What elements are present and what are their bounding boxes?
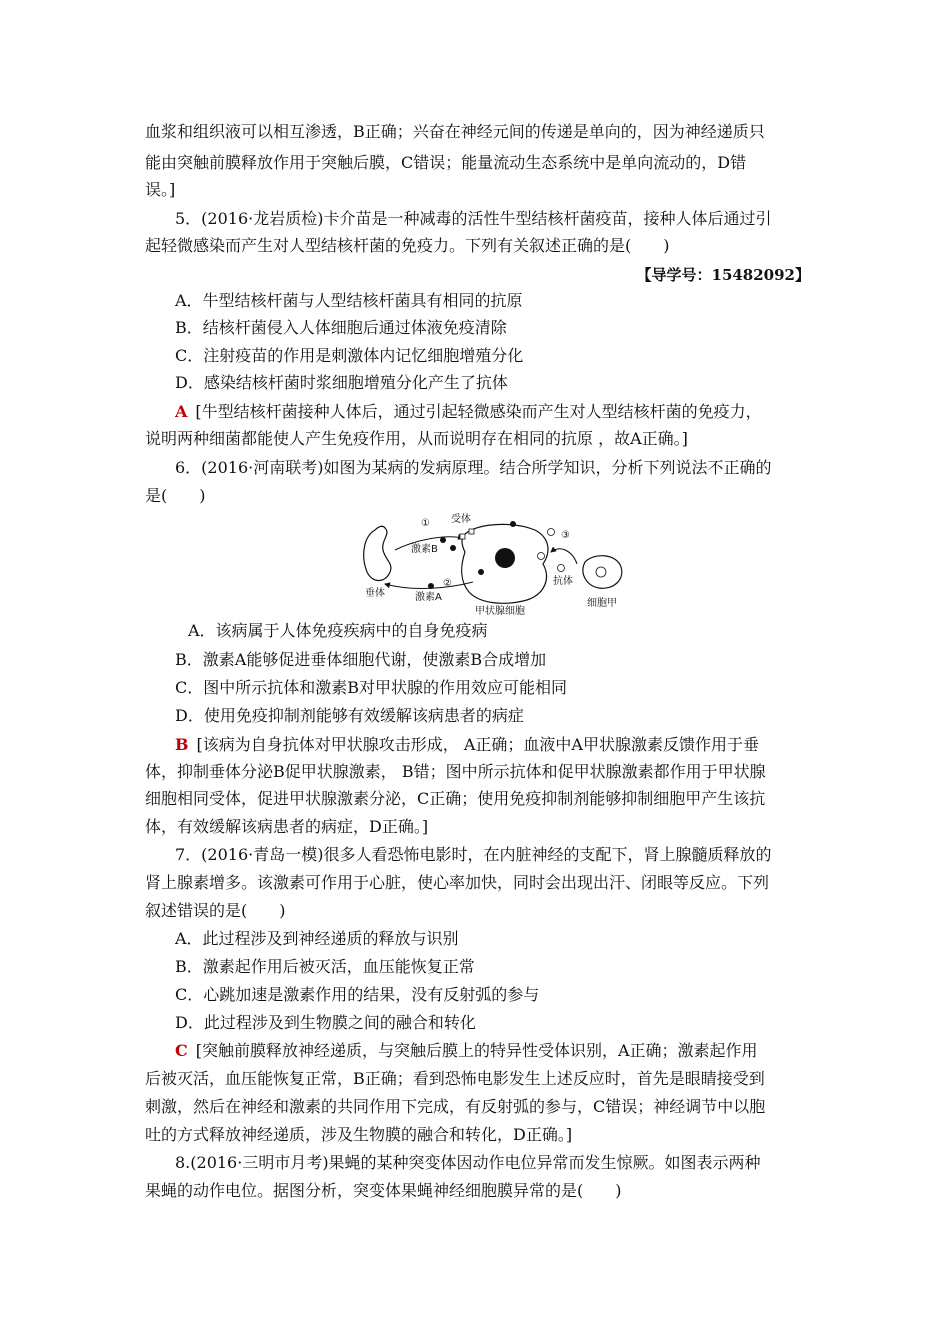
hormone-b-dot bbox=[450, 545, 456, 551]
text-line: 能由突触前膜释放作用于突触后膜，C错误；能量流动生态系统中是单向流动的，D错 bbox=[145, 153, 747, 172]
nucleus bbox=[495, 548, 515, 568]
answer-letter: C bbox=[175, 1041, 188, 1060]
explain-text: 说明两种细菌都能使人产生免疫作用，从而说明存在相同的抗原 ，故A正确。] bbox=[145, 429, 688, 448]
antibody-marker bbox=[538, 553, 545, 560]
question-8-stem: 果蝇的动作电位。据图分析，突变体果蝇神经细胞膜异常的是( ) bbox=[145, 1181, 622, 1200]
explain-text: 细胞相同受体，促进甲状腺激素分泌，C正确；使用免疫抑制剂能够抑制细胞甲产生该抗 bbox=[145, 789, 766, 808]
explain-text: 吐的方式释放神经递质，涉及生物膜的融合和转化，D正确。] bbox=[145, 1125, 573, 1144]
label-circle-3: ③ bbox=[561, 530, 570, 541]
label-circle-1: ① bbox=[421, 518, 430, 529]
option-b: B．激素A能够促进垂体细胞代谢，使激素B合成增加 bbox=[175, 650, 547, 669]
label-receptor: 受体 bbox=[451, 514, 471, 525]
label-antibody: 抗体 bbox=[553, 576, 573, 587]
explain-text: [突触前膜释放神经递质，与突触后膜上的特异性受体识别，A正确；激素起作用 bbox=[195, 1041, 758, 1060]
option-b: B．结核杆菌侵入人体细胞后通过体液免疫清除 bbox=[175, 318, 507, 337]
text-line: 血浆和组织液可以相互渗透，B正确；兴奋在神经元间的传递是单向的，因为神经递质只 bbox=[145, 122, 765, 141]
option-a: A．牛型结核杆菌与人型结核杆菌具有相同的抗原 bbox=[175, 291, 523, 310]
explain-text: 后被灭活，血压能恢复正常，B正确；看到恐怖电影发生上述反应时，首先是眼睛接受到 bbox=[145, 1069, 765, 1088]
hormone-a-dot bbox=[478, 569, 484, 575]
question-5-stem: 5．(2016·龙岩质检)卡介苗是一种减毒的活性牛型结核杆菌疫苗，接种人体后通过引 bbox=[175, 209, 772, 228]
answer-explanation bbox=[175, 735, 810, 755]
option-d: D．此过程涉及到生物膜之间的融合和转化 bbox=[175, 1013, 476, 1032]
label-circle-2: ② bbox=[443, 578, 452, 589]
option-d: D．感染结核杆菌时浆细胞增殖分化产生了抗体 bbox=[175, 373, 508, 392]
cell-a-nucleus bbox=[596, 567, 606, 577]
explain-text: [该病为自身抗体对甲状腺攻击形成， A正确；血液中A甲状腺激素反馈作用于垂 bbox=[196, 735, 759, 754]
text-line: 误。] bbox=[145, 180, 176, 199]
question-6-stem: 是( ) bbox=[145, 486, 206, 505]
explain-text: [牛型结核杆菌接种人体后，通过引起轻微感染而产生对人型结核杆菌的免疫力， bbox=[195, 402, 762, 421]
option-c: C．心跳加速是激素作用的结果，没有反射弧的参与 bbox=[175, 985, 540, 1004]
option-c: C．注射疫苗的作用是刺激体内记忆细胞增殖分化 bbox=[175, 346, 524, 365]
question-7-stem: 7．(2016·青岛一模)很多人看恐怖电影时，在内脏神经的支配下，肾上腺髓质释放的 bbox=[175, 845, 772, 864]
question-7-stem: 叙述错误的是( ) bbox=[145, 901, 286, 920]
guide-number: 【导学号：15482092】 bbox=[636, 266, 810, 284]
antibody-marker bbox=[558, 565, 565, 572]
antibody-marker bbox=[548, 529, 555, 536]
disease-mechanism-diagram bbox=[355, 512, 630, 617]
label-hormone-b: 激素B bbox=[411, 544, 438, 555]
question-8-stem: 8.(2016·三明市月考)果蝇的某种突变体因动作电位异常而发生惊厥。如图表示两种 bbox=[175, 1153, 761, 1172]
answer-letter: A bbox=[175, 402, 188, 421]
question-6-stem: 6．(2016·河南联考)如图为某病的发病原理。结合所学知识，分析下列说法不正确的 bbox=[175, 458, 772, 477]
explain-text: 体，有效缓解该病患者的病症，D正确。] bbox=[145, 817, 429, 836]
label-hormone-a: 激素A bbox=[415, 592, 442, 603]
explain-text: 体，抑制垂体分泌B促甲状腺激素， B错；图中所示抗体和促甲状腺激素都作用于甲状腺 bbox=[145, 762, 766, 781]
hormone-b-dot bbox=[440, 537, 446, 543]
pituitary-shape bbox=[364, 526, 391, 580]
explain-text: 刺激，然后在神经和激素的共同作用下完成，有反射弧的参与，C错误；神经调节中以胞 bbox=[145, 1097, 766, 1116]
question-7-stem: 肾上腺素增多。该激素可作用于心脏，使心率加快，同时会出现出汗、闭眼等反应。下列 bbox=[145, 873, 770, 892]
answer-explanation bbox=[175, 402, 810, 422]
receptor-marker bbox=[469, 529, 474, 534]
answer-explanation bbox=[175, 1041, 810, 1061]
arrow-antibody bbox=[551, 549, 577, 564]
label-cell-a: 细胞甲 bbox=[587, 598, 617, 609]
option-a: A．该病属于人体免疫疾病中的自身免疫病 bbox=[188, 621, 488, 640]
label-pituitary: 垂体 bbox=[365, 588, 385, 599]
hormone-a-dot bbox=[428, 583, 434, 589]
answer-letter: B bbox=[175, 735, 189, 754]
option-c: C．图中所示抗体和激素B对甲状腺的作用效应可能相同 bbox=[175, 678, 568, 697]
option-a: A．此过程涉及到神经递质的释放与识别 bbox=[175, 929, 459, 948]
receptor-marker bbox=[460, 534, 465, 539]
label-thyroid-cell: 甲状腺细胞 bbox=[475, 606, 525, 617]
option-d: D．使用免疫抑制剂能够有效缓解该病患者的病症 bbox=[175, 706, 524, 725]
option-b: B．激素起作用后被灭活，血压能恢复正常 bbox=[175, 957, 475, 976]
question-5-stem: 起轻微感染而产生对人型结核杆菌的免疫力。下列有关叙述正确的是( ) bbox=[145, 236, 670, 255]
hormone-dot bbox=[510, 521, 516, 527]
